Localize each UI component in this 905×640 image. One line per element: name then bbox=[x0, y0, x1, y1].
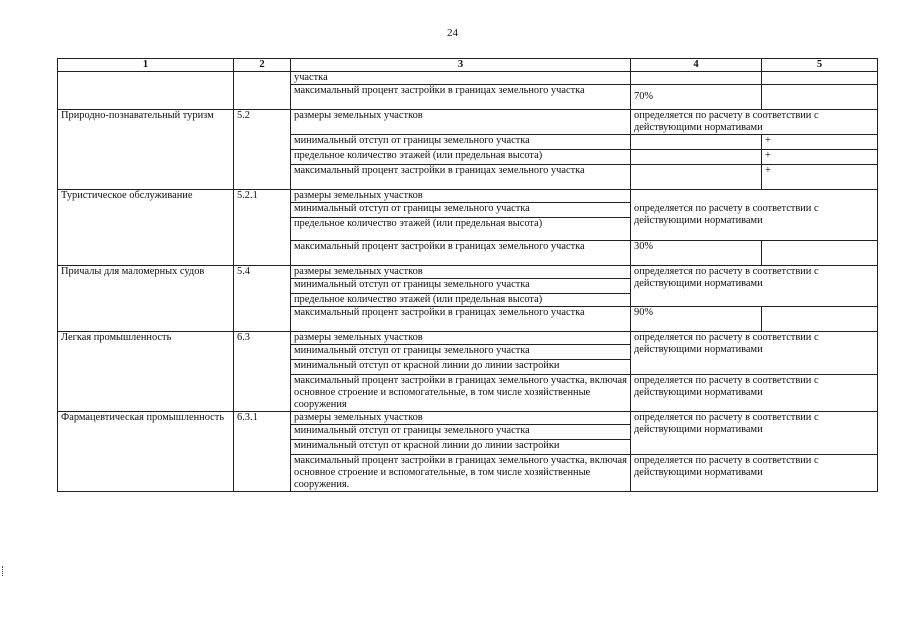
table-row bbox=[58, 190, 878, 203]
header-col-3: 3 bbox=[291, 59, 631, 72]
header-col-1: 1 bbox=[58, 59, 234, 72]
cell-mark: + bbox=[762, 165, 878, 190]
cell-mark: + bbox=[762, 150, 878, 165]
header-col-2: 2 bbox=[234, 59, 291, 72]
cell-value-empty bbox=[631, 165, 762, 190]
cell-value-empty bbox=[631, 72, 762, 85]
cell-value: определяется по расчету в соответствии с действующими нормативами bbox=[631, 375, 878, 412]
cell-param: размеры земельных участков bbox=[291, 412, 631, 425]
cell-land-use-name: Природно-познавательный туризм bbox=[58, 110, 234, 190]
cell-param: предельное количество этажей (или предельная высота) bbox=[291, 294, 631, 307]
cell-param: максимальный процент застройки в границах земельного участка bbox=[291, 241, 631, 266]
cell-land-use-code: 6.3.1 bbox=[234, 412, 291, 492]
cell-param: максимальный процент застройки в границах земельного участка bbox=[291, 85, 631, 110]
cell-land-use-name: Туристическое обслуживание bbox=[58, 190, 234, 266]
cell-param: максимальный процент застройки в границах земельного участка bbox=[291, 307, 631, 332]
cell-value: определяется по расчету в соответствии с действующими нормативами bbox=[631, 110, 878, 135]
cell-land-use-code: 5.2 bbox=[234, 110, 291, 190]
table-row bbox=[58, 412, 878, 425]
cell-param: предельное количество этажей (или предельная высота) bbox=[291, 218, 631, 241]
cell-param: минимальный отступ от границы земельного участка bbox=[291, 203, 631, 218]
cell-param: размеры земельных участков bbox=[291, 190, 631, 203]
cell-param: максимальный процент застройки в границах земельного участка bbox=[291, 165, 631, 190]
cell-param: максимальный процент застройки в границах земельного участка, включая основное строение и вспомогательные, в том числе хозяйственные сооружения bbox=[291, 375, 631, 412]
cell-value: 30% bbox=[631, 241, 762, 266]
regulations-table bbox=[57, 58, 878, 492]
cell-param: размеры земельных участков bbox=[291, 266, 631, 279]
cell-param: максимальный процент застройки в границах земельного участка, включая основное строение и вспомогательные, в том числе хозяйственные сооружения. bbox=[291, 455, 631, 492]
table-row bbox=[58, 110, 878, 135]
cell-value: определяется по расчету в соответствии с действующими нормативами bbox=[631, 412, 878, 455]
scan-edge-mark bbox=[2, 566, 6, 576]
cell-land-use-name: Легкая промышленность bbox=[58, 332, 234, 412]
cell-value-empty bbox=[631, 135, 762, 150]
cell-land-use-code: 5.4 bbox=[234, 266, 291, 332]
cell-code-empty bbox=[234, 72, 291, 110]
cell-param: участка bbox=[291, 72, 631, 85]
cell-param: предельное количество этажей (или предельная высота) bbox=[291, 150, 631, 165]
cell-param: размеры земельных участков bbox=[291, 110, 631, 135]
cell-mark-empty bbox=[762, 307, 878, 332]
page-number: 24 bbox=[447, 27, 458, 39]
cell-param: минимальный отступ от границы земельного участка bbox=[291, 135, 631, 150]
cell-param: минимальный отступ от границы земельного участка bbox=[291, 279, 631, 294]
cell-land-use-code: 5.2.1 bbox=[234, 190, 291, 266]
cell-mark-empty bbox=[762, 72, 878, 85]
cell-value: определяется по расчету в соответствии с действующими нормативами bbox=[631, 266, 878, 307]
cell-value: определяется по расчету в соответствии с действующими нормативами bbox=[631, 332, 878, 375]
cell-param: размеры земельных участков bbox=[291, 332, 631, 345]
cell-land-use-code: 6.3 bbox=[234, 332, 291, 412]
cell-param: минимальный отступ от красной линии до линии застройки bbox=[291, 360, 631, 375]
cell-value-empty bbox=[631, 150, 762, 165]
table-row bbox=[58, 72, 878, 85]
table-row bbox=[58, 266, 878, 279]
cell-value: определяется по расчету в соответствии с действующими нормативами bbox=[631, 455, 878, 492]
cell-land-use-name: Причалы для маломерных судов bbox=[58, 266, 234, 332]
cell-mark-empty bbox=[762, 241, 878, 266]
cell-param: минимальный отступ от красной линии до линии застройки bbox=[291, 440, 631, 455]
cell-value: 70% bbox=[631, 85, 762, 110]
header-col-5: 5 bbox=[762, 59, 878, 72]
cell-value: определяется по расчету в соответствии с действующими нормативами bbox=[631, 190, 878, 241]
cell-mark: + bbox=[762, 135, 878, 150]
cell-param: минимальный отступ от границы земельного участка bbox=[291, 425, 631, 440]
cell-name-empty bbox=[58, 72, 234, 110]
cell-param: минимальный отступ от границы земельного участка bbox=[291, 345, 631, 360]
table-row bbox=[58, 332, 878, 345]
table-header-row bbox=[58, 59, 878, 72]
header-col-4: 4 bbox=[631, 59, 762, 72]
cell-mark-empty bbox=[762, 85, 878, 110]
cell-value: 90% bbox=[631, 307, 762, 332]
cell-land-use-name: Фармацевтическая промышленность bbox=[58, 412, 234, 492]
